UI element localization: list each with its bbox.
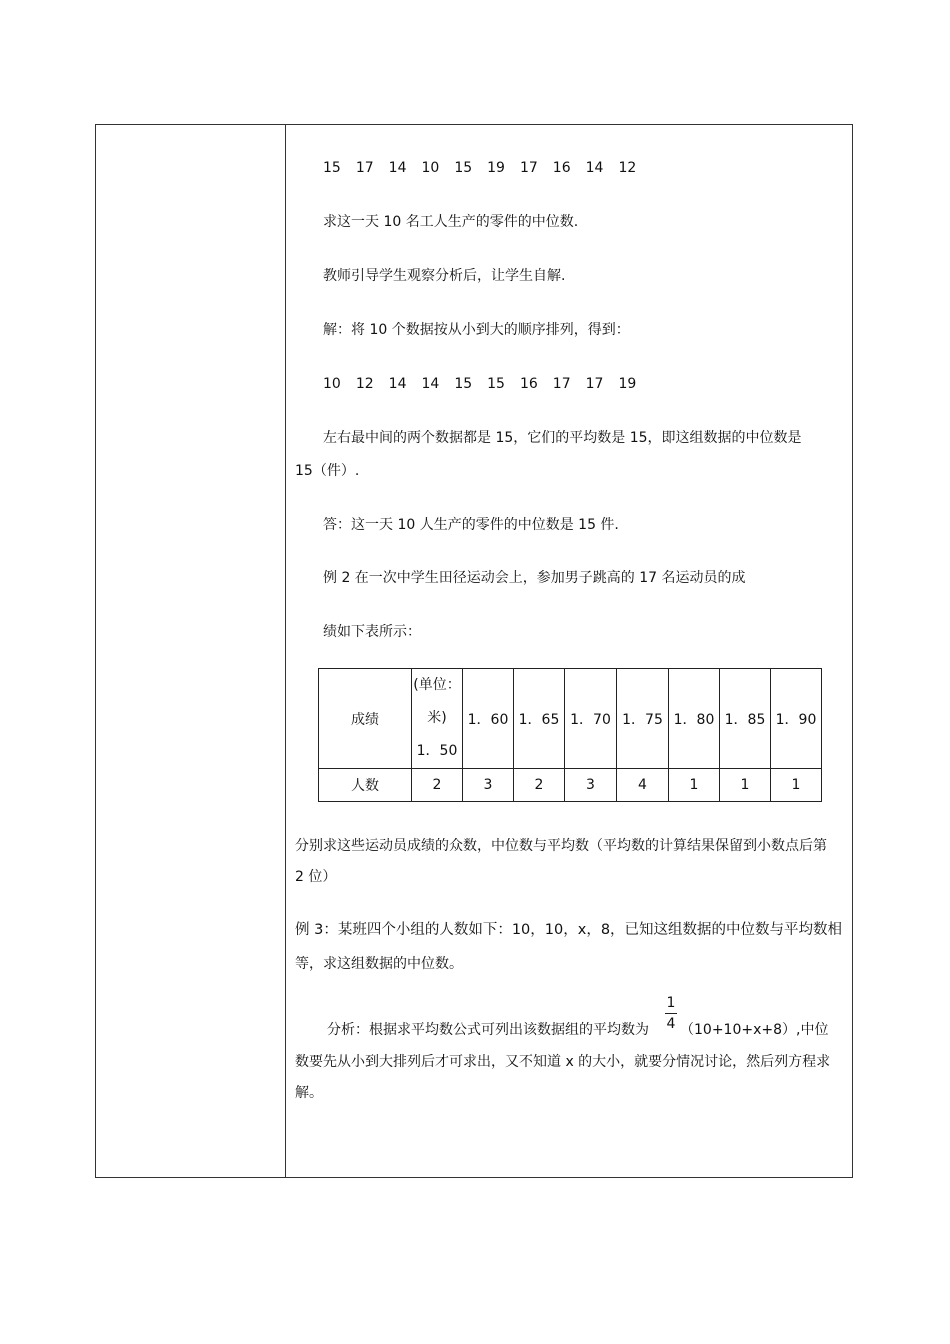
- count-value: 4: [617, 769, 669, 802]
- data-value: 17: [585, 376, 604, 392]
- example2-line-1: 例 2 在一次中学生田径运动会上，参加男子跳高的 17 名运动员的成: [323, 570, 746, 586]
- count-value: 3: [565, 769, 617, 802]
- unit-cell: [412, 669, 463, 769]
- table-row: [319, 769, 822, 802]
- count-value: 2: [412, 769, 463, 802]
- data-value: 17: [355, 160, 374, 176]
- score-value: 1．80: [669, 669, 720, 769]
- analysis-line-1b: （10+10+x+8）,中位: [680, 1022, 829, 1038]
- score-value: 1．65: [514, 669, 565, 769]
- analysis-line-3: 解。: [295, 1085, 323, 1101]
- data-value: 14: [421, 376, 440, 392]
- column-divider: [285, 125, 286, 1177]
- data-value: 14: [388, 376, 407, 392]
- fraction-bar: [665, 1013, 677, 1014]
- score-value: 1．50: [416, 743, 458, 759]
- count-value: 2: [514, 769, 565, 802]
- unit-line: 米): [427, 710, 447, 726]
- data-value: 10: [421, 160, 440, 176]
- data-value: 16: [519, 376, 538, 392]
- fraction-one-quarter: [664, 994, 678, 1033]
- data-value: 12: [355, 376, 374, 392]
- data-line-2: [323, 374, 651, 394]
- score-value: 1．70: [565, 669, 617, 769]
- data-value: 12: [618, 160, 637, 176]
- data-value: 15: [323, 160, 341, 176]
- analysis-line-2: 数要先从小到大排列后才可求出，又不知道 x 的大小，就要分情况讨论，然后列方程求: [295, 1054, 831, 1070]
- explanation-line-1: 左右最中间的两个数据都是 15，它们的平均数是 15，即这组数据的中位数是: [323, 430, 802, 446]
- example2-line-2: 绩如下表所示：: [323, 624, 421, 640]
- answer-text: 答：这一天 10 人生产的零件的中位数是 15 件.: [323, 517, 619, 533]
- task-line-2: 2 位）: [295, 869, 337, 885]
- teacher-note: 教师引导学生观察分析后，让学生自解.: [323, 268, 566, 284]
- count-value: 1: [669, 769, 720, 802]
- task-line-1: 分别求这些运动员成绩的众数，中位数与平均数（平均数的计算结果保留到小数点后第: [295, 838, 827, 854]
- row-label-score: 成绩: [319, 669, 412, 769]
- data-value: 17: [519, 160, 538, 176]
- data-line-1: [323, 158, 651, 178]
- count-value: 1: [720, 769, 771, 802]
- fraction-numerator: 1: [666, 995, 676, 1011]
- example3-line-1: 例 3：某班四个小组的人数如下：10，10，x，8，已知这组数据的中位数与平均数相: [295, 922, 843, 938]
- analysis-line-1a: 分析：根据求平均数公式可列出该数据组的平均数为: [327, 1022, 649, 1038]
- question-text: 求这一天 10 名工人生产的零件的中位数.: [323, 214, 579, 230]
- explanation-line-2: 15（件）.: [295, 463, 360, 479]
- solution-intro: 解：将 10 个数据按从小到大的顺序排列，得到：: [323, 322, 630, 338]
- data-value: 15: [487, 376, 505, 392]
- data-value: 16: [552, 160, 571, 176]
- score-value: 1．90: [771, 669, 822, 769]
- score-value: 1．85: [720, 669, 771, 769]
- unit-line: (单位：: [413, 677, 461, 693]
- data-value: 10: [323, 376, 341, 392]
- data-value: 14: [585, 160, 604, 176]
- data-value: 19: [487, 160, 505, 176]
- score-value: 1．75: [617, 669, 669, 769]
- table-row: [319, 669, 822, 769]
- data-value: 19: [618, 376, 637, 392]
- data-value: 17: [552, 376, 571, 392]
- data-value: 15: [454, 160, 473, 176]
- data-value: 15: [454, 376, 473, 392]
- score-value: 1．60: [463, 669, 514, 769]
- count-value: 1: [771, 769, 822, 802]
- data-value: 14: [388, 160, 407, 176]
- count-value: 3: [463, 769, 514, 802]
- row-label-count: 人数: [319, 769, 412, 802]
- scores-table: [318, 668, 822, 802]
- fraction-denominator: 4: [666, 1016, 676, 1032]
- example3-line-2: 等，求这组数据的中位数。: [295, 956, 463, 972]
